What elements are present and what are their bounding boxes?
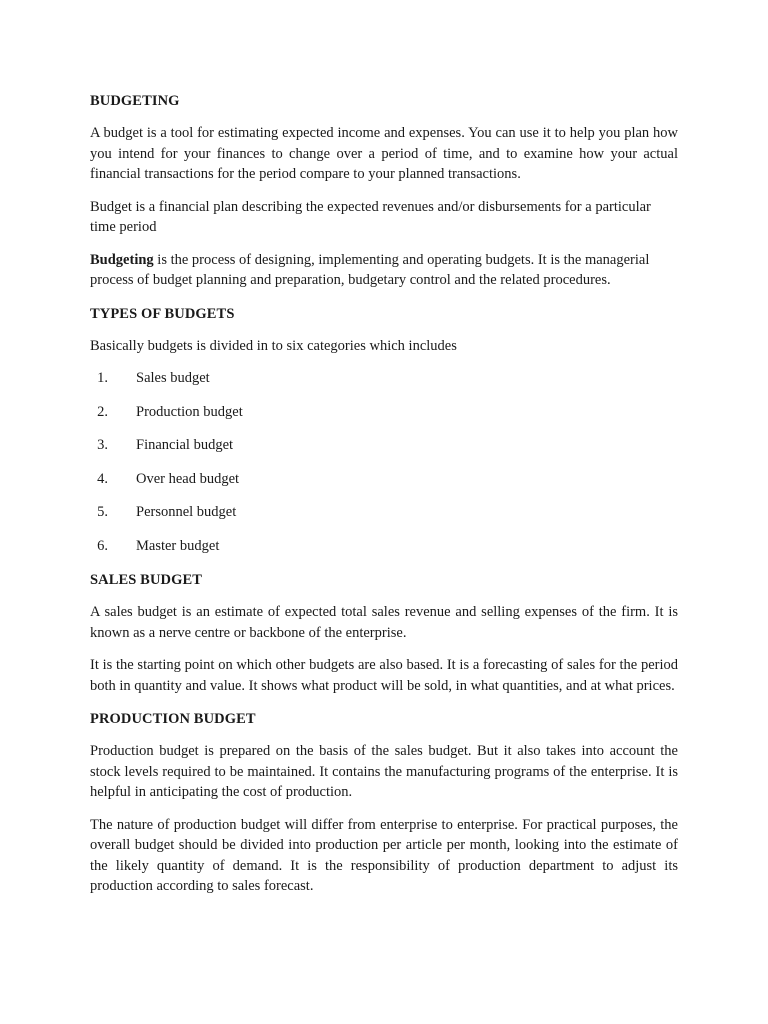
list-item <box>90 536 678 557</box>
list-number: 2. <box>97 403 108 420</box>
list-item <box>90 435 678 456</box>
list-number: 3. <box>97 437 108 453</box>
list-item <box>90 469 678 490</box>
budget-types-list <box>90 368 678 556</box>
budgeting-term: Budgeting <box>90 251 154 268</box>
paragraph-financial-plan: Budget is a financial plan describing the expected revenues and/or disbursements for a particular time period <box>90 198 651 235</box>
paragraph-budget-definition: A budget is a tool for estimating expected income and expenses. You can use it to help you plan how you intend for your finances to change over a period of time, and to examine how your actual financial transactions for the period compare to your planned transactions. <box>90 125 678 182</box>
list-item-text: Personnel budget <box>136 504 237 520</box>
list-item <box>90 402 678 423</box>
paragraph-sales-budget-definition: A sales budget is an estimate of expected total sales revenue and selling expenses of the firm. It is known as a nerve centre or backbone of the enterprise. <box>90 604 678 641</box>
document-page <box>90 90 678 909</box>
list-item-text: Sales budget <box>136 370 210 386</box>
paragraph-budgeting-process <box>90 250 678 291</box>
list-number: 6. <box>97 537 108 554</box>
heading-sales-budget: SALES BUDGET <box>90 572 203 588</box>
heading-budgeting: BUDGETING <box>90 93 180 109</box>
list-number: 1. <box>97 370 108 386</box>
paragraph-production-budget-basis: Production budget is prepared on the basis of the sales budget. But it also takes into account the stock levels required to be maintained. It contains the manufacturing programs of the enterprise. It is helpful in anticipating the cost of production. <box>90 743 678 800</box>
paragraph-categories-intro: Basically budgets is divided in to six categories which includes <box>90 337 457 354</box>
list-item <box>90 368 678 389</box>
heading-types-of-budgets: TYPES OF BUDGETS <box>90 305 235 322</box>
list-number: 5. <box>97 504 108 520</box>
budgeting-description: is the process of designing, implementing and operating budgets. It is the managerial process of budget planning and preparation, budgetary control and the related procedures. <box>90 251 650 288</box>
list-item-text: Financial budget <box>136 437 234 453</box>
list-item-text: Master budget <box>136 537 220 554</box>
list-item-text: Over head budget <box>136 470 240 487</box>
paragraph-sales-budget-starting-point: It is the starting point on which other budgets are also based. It is a forecasting of sales for the period both in quantity and value. It shows what product will be sold, in what quantities, and at what prices. <box>90 657 678 694</box>
heading-production-budget: PRODUCTION BUDGET <box>90 711 256 727</box>
paragraph-production-budget-nature: The nature of production budget will differ from enterprise to enterprise. For practical purposes, the overall budget should be divided into production per article per month, looking into the estimate of the likely quantity of demand. It is the responsibility of production department to adjust its production according to sales forecast. <box>90 816 678 894</box>
list-item <box>90 502 678 523</box>
list-item-text: Production budget <box>136 403 243 420</box>
list-number: 4. <box>97 470 108 487</box>
